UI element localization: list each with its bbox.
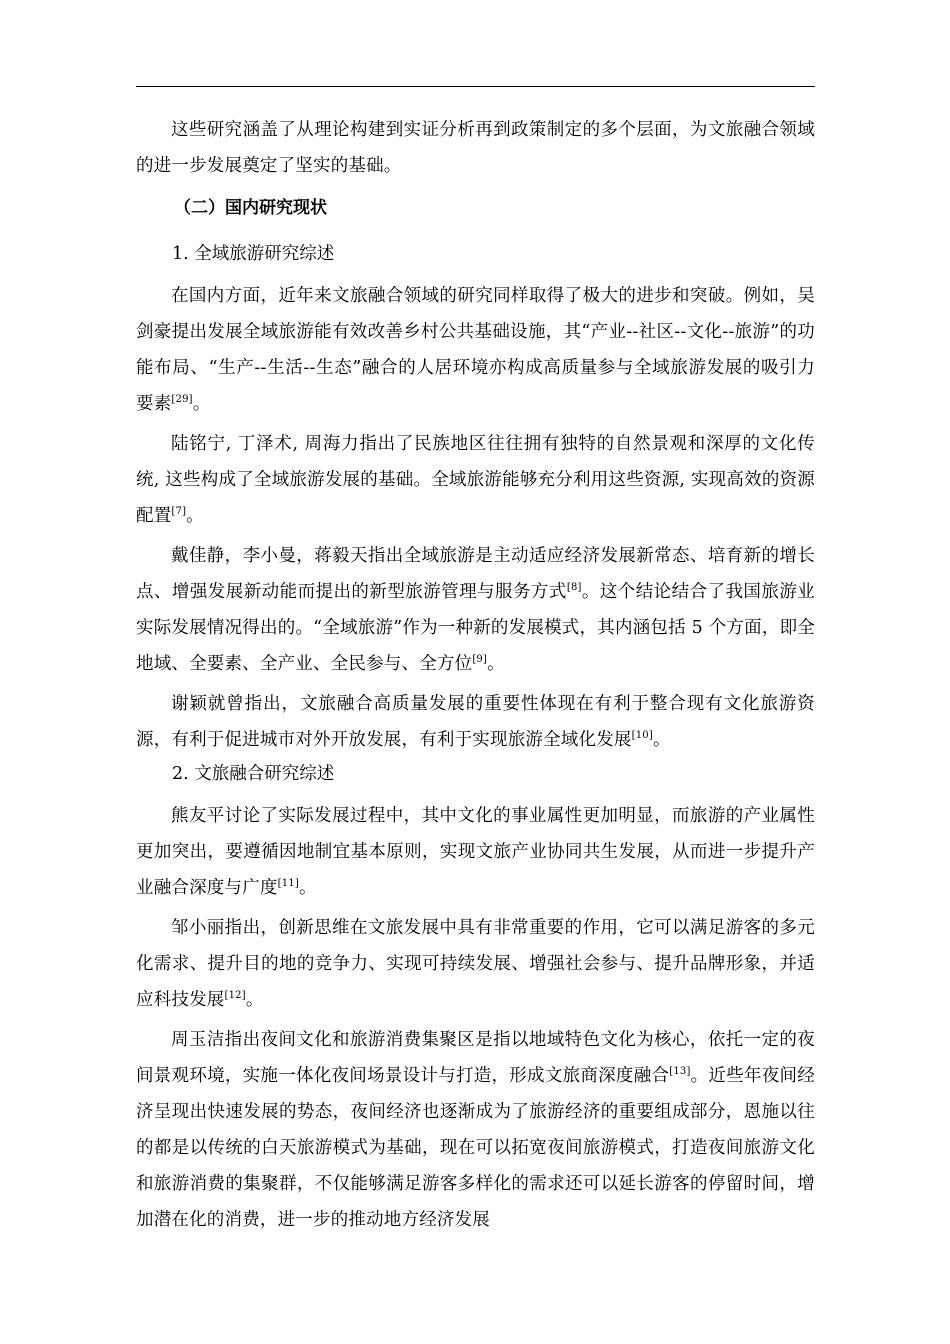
citation-10: [10]	[631, 730, 653, 741]
citation-7: [7]	[171, 506, 187, 517]
paragraph-xie-ying: 谢颖就曾指出，文旅融合高质量发展的重要性体现在有利于整合现有文化旅游资源，有利于促进城市对外开放发展，有利于实现旅游全域化发展[10]。	[136, 694, 815, 750]
citation-8: [8]	[566, 582, 582, 593]
citation-13: [13]	[669, 1066, 691, 1077]
header-rule	[136, 86, 815, 87]
paragraph-wu-jianhao: 在国内方面，近年来文旅融合领域的研究同样取得了极大的进步和突破。例如，吴剑豪提出发展全域旅游能有效改善乡村公共基础设施，其“产业--社区--文化--旅游”的功能布局、“生产--生活--生态”融合的人居环境亦构成高质量参与全域旅游发展的吸引力要素[29]。	[136, 286, 815, 414]
paragraph-lu-mingning: 陆铭宁, 丁泽术, 周海力指出了民族地区往往拥有独特的自然景观和深厚的文化传统, 这些构成了全域旅游发展的基础。全域旅游能够充分利用这些资源, 实现高效的资源配置[7]。	[136, 434, 815, 526]
citation-11: [11]	[277, 878, 299, 889]
citation-29: [29]	[171, 394, 193, 405]
subsection-heading-all-region-tourism: 1. 全域旅游研究综述	[172, 244, 335, 264]
paragraph-zou-xiaoli: 邹小丽指出，创新思维在文旅发展中具有非常重要的作用，它可以满足游客的多元化需求、提升目的地的竞争力、实现可持续发展、增强社会参与、提升品牌形象，并适应科技发展[12]。	[136, 918, 815, 1010]
paragraph-dai-jiajing: 戴佳静，李小曼，蒋毅天指出全域旅游是主动适应经济发展新常态、培育新的增长点、增强发展新动能而提出的新型旅游管理与服务方式[8]。这个结论结合了我国旅游业实际发展情况得出的。“全域旅游”作为一种新的发展模式，其内涵包括 5 个方面，即全地域、全要素、全产业、全民参与、全方位[9]。	[136, 546, 815, 674]
paragraph-research-summary: 这些研究涵盖了从理论构建到实证分析再到政策制定的多个层面，为文旅融合领域的进一步发展奠定了坚实的基础。	[136, 120, 815, 176]
section-heading-domestic-research: （二）国内研究现状	[174, 198, 327, 218]
citation-12: [12]	[224, 990, 246, 1001]
paragraph-zhou-yujie: 周玉洁指出夜间文化和旅游消费集聚区是指以地域特色文化为核心，依托一定的夜间景观环境，实施一体化夜间场景设计与打造，形成文旅商深度融合[13]。近些年夜间经济呈现出快速发展的势态，夜间经济也逐渐成为了旅游经济的重要组成部分，恩施以往的都是以传统的白天旅游模式为基础，现在可以拓宽夜间旅游模式，打造夜间旅游文化和旅游消费的集聚群，不仅能够满足游客多样化的需求还可以延长游客的停留时间，增加潜在化的消费，进一步的推动地方经济发展	[136, 1030, 816, 1230]
paragraph-xiong-youping: 熊友平讨论了实际发展过程中，其中文化的事业属性更加明显，而旅游的产业属性更加突出，要遵循因地制宜基本原则，实现文旅产业协同共生发展，从而进一步提升产业融合深度与广度[11]。	[136, 806, 815, 898]
subsection-heading-culture-tourism-fusion: 2. 文旅融合研究综述	[172, 764, 335, 784]
document-body	[136, 112, 815, 1242]
citation-9: [9]	[472, 654, 488, 665]
